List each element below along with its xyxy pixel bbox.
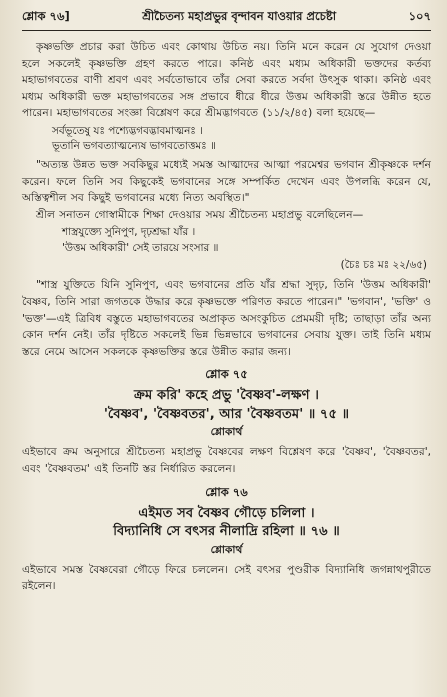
sloka-76-line: বিদ্যানিধি সে বৎসর নীলাদ্রি রহিলা ॥ ৭৬ ॥: [113, 524, 340, 539]
purport-paragraph-3: শ্রীল সনাতন গোস্বামীকে শিক্ষা দেওয়ার সময় শ্রীচৈতন্য মহাপ্রভু বলেছিলেন—: [36, 208, 364, 221]
bengali-verse: [62, 225, 431, 256]
sloka-75-line: 'বৈষ্ণব', 'বৈষ্ণবতর', আর 'বৈষ্ণবতম' ॥ ৭৫ ॥: [103, 406, 350, 422]
sloka-76-line: এইমত সব বৈষ্ণব গৌড়ে চলিলা ।: [138, 505, 315, 521]
sloka-75-translation-heading: শ্লোকার্থ: [210, 426, 243, 439]
verse-reference: (চৈঃ চঃ মঃ ২২/৬৫): [340, 259, 427, 272]
header-chapter-title: শ্রীচৈতন্য মহাপ্রভুর বৃন্দাবন যাওয়ার প্রচেষ্টা: [142, 9, 337, 23]
purport-paragraph-1: কৃষ্ণভক্তি প্রচার করা উচিত এবং কোথায় উচিত নয়। তিনি মনে করেন যে সুযোগ দেওয়া হলে সকলেই কৃষ্ণভক্তি গ্রহণ করতে পারে। কনিষ্ঠ এবং মধ্যম অধিকারী ভক্তদের কর্তব্য মহাভাগবতের বাণী শ্রবণ এবং সর্বতোভাবে তাঁর সেবা করতে সর্বদা উৎসুক থাকা। কনিষ্ঠ এবং মধ্যম অধিকারী ভক্ত মহাভাগবতের সঙ্গ প্রভাবে ধীরে ধীরে উত্তম অধিকারী স্তরে উন্নীত হতে পারেন। মহাভাগবতের সংজ্ঞা বিশ্লেষণ করে শ্রীমদ্ভাগবতে (১১/২/৪৫) বলা হয়েছে—: [22, 41, 431, 120]
sloka-76-translation: এইভাবে সমস্ত বৈষ্ণবেরা গৌড়ে ফিরে চললেন। সেই বৎসর পুণ্ডরীক বিদ্যানিধি জগন্নাথপুরীতে রইলেন।: [22, 563, 431, 593]
purport-paragraph-4: "শাস্ত্র যুক্তিতে যিনি সুনিপুণ, এবং ভগবানের প্রতি যাঁর শ্রদ্ধা সুদৃঢ়, তিনি 'উত্তম অধিকারী' বৈষ্ণব, তিনি সারা জগতকে উদ্ধার করে কৃষ্ণভক্তে পরিণত করতে পারেন।" 'ভগবান', 'ভক্তি' ও 'ভক্ত'—এই ত্রিবিধ বস্তুতে মহাভাগবতের অপ্রাকৃত অসংকুচিত প্রেমময়ী দৃষ্টি; তাছাড়া তাঁর অন্য কোন দর্শন নেই। তাঁর দৃষ্টিতে সকলেই ভিন্ন ভিন্নভাবে ভগবানের সেবায় যুক্ত। তাই তিনি মধ্যম স্তরে নেমে আসেন সকলকে কৃষ্ণভক্তির স্তরে উন্নীত করার জন্য।: [22, 279, 431, 358]
bengali-verse-line: 'উত্তম অধিকারী' সেই তারয়ে সংসার ॥: [62, 241, 219, 254]
page-number: ১০৭: [408, 9, 431, 23]
bengali-verse-line: শাস্ত্রযুক্ত্যে সুনিপুণ, দৃঢ়শ্রদ্ধা যাঁর ।: [62, 226, 196, 239]
purport-paragraph-2: "অত্যন্ত উন্নত ভক্ত সবকিছুর মধ্যেই সমস্ত আত্মাদের আত্মা পরমেশ্বর ভগবান শ্রীকৃষ্ণকে দর্শন করেন। ফলে তিনি সব কিছুকেই ভগবানের সঙ্গে সম্পর্কিত দেখেন এবং উপলব্ধি করেন যে, অস্তিত্বশীল সব কিছুই ভগবানের মধ্যে নিত্য অবস্থিত।": [22, 158, 431, 205]
sloka-76-translation-heading: শ্লোকার্থ: [210, 543, 243, 556]
sloka-75-translation: এইভাবে ক্রম অনুসারে শ্রীচৈতন্য মহাপ্রভু বৈষ্ণবের লক্ষণ বিশ্লেষণ করে 'বৈষ্ণব', 'বৈষ্ণবতর', এবং 'বৈষ্ণবতম' এই তিনটি স্তর নির্ধারিত করলেন।: [22, 446, 431, 475]
sloka-76-heading: শ্লোক ৭৬: [205, 484, 248, 499]
sloka-75-line: ক্রম করি' কহে প্রভু 'বৈষ্ণব'-লক্ষণ ।: [134, 388, 319, 404]
sanskrit-verse-line: ভূতানি ভগবত্যাত্মন্যেষ ভাগবতোত্তমঃ ॥: [52, 140, 216, 153]
header-sloka-marker: শ্লোক ৭৬]: [22, 9, 70, 23]
page-header: [22, 8, 431, 28]
sloka-75-heading: শ্লোক ৭৫: [205, 367, 248, 382]
sanskrit-verse-line: সর্বভূতেষু যঃ পশ্যেদ্ভগবদ্ভাবমাত্মনঃ ।: [52, 124, 203, 137]
header-divider: [22, 30, 431, 31]
sanskrit-verse: [52, 124, 431, 155]
